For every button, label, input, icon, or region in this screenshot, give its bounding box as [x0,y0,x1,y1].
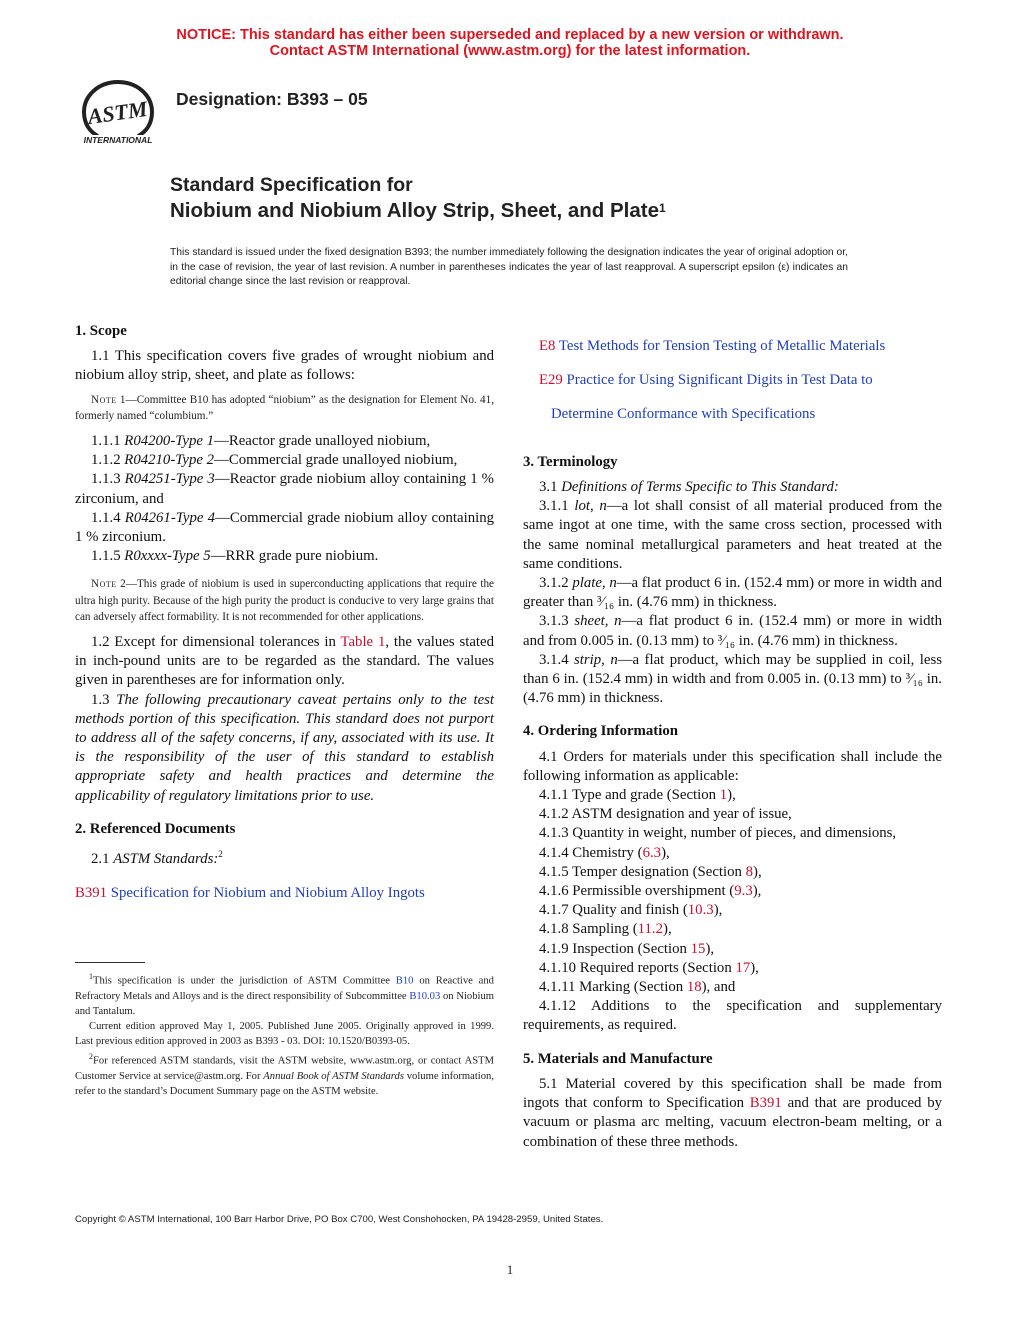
page-number: 1 [506,1262,514,1277]
b391-link[interactable]: B391 [749,1095,782,1112]
scope-heading: 1. Scope [75,323,127,339]
ordering-item: 4.1.5 Temper designation (Section 8), [539,863,762,880]
para-2-1: 2.1 ASTM Standards:$^2$ [91,849,223,867]
footnote-2: $^2$For referenced ASTM standards, visit the ASTM website, www.astm.org, or contact ASTM Customer Service at service@astm.org. For Annual Book of ASTM Standards volume information, refer to the standard’s Document Summary page on the ASTM website. [75,1052,494,1097]
footnotes [75,969,494,1099]
terminology-heading: 3. Terminology [523,453,618,470]
ordering-item: 4.1.12 Additions to the specification and supplementary requirements, as required. [523,998,942,1034]
note-1 [75,392,494,424]
ordering-item: 4.1.9 Inspection (Section 15), [539,940,715,957]
ordering-item: 4.1.8 Sampling (11.2), [539,921,672,938]
para-1-1: 1.1 This specification covers five grades of wrought niobium and niobium alloy strip, sheet, and plate as follows: [75,348,494,384]
note-2-text: 2—This grade of niobium is used in superconducting applications that require the ultra high purity. Because of the high purity the product is conducive to very large grains that can adversely affect formability. It is not recommended for other applications. [75,578,494,623]
para-3-1: 3.1 Definitions of Terms Specific to This Standard: [539,479,839,495]
grade-item: 1.1.5 R0xxxx-Type 5—RRR grade pure niobium. [91,548,379,565]
copyright: Copyright © ASTM International, 100 Barr Harbor Drive, PO Box C700, West Conshohocken, PA 19428-2959, United States. [75,1214,604,1225]
note-2-label: Note [91,578,117,591]
title-line-2: Niobium and Niobium Alloy Strip, Sheet, and Plate [170,199,660,222]
para-5-1: 5.1 Material covered by this specification shall be made from ingots that conform to Specification B391 and that are produced by vacuum or plasma arc melting, vacuum electron-beam melting, or a combination of these three methods. [523,1075,942,1150]
notice-line-1: NOTICE: This standard has either been superseded and replaced by a new version or withdrawn. [176,27,844,43]
para-1-2: 1.2 Except for dimensional tolerances in Table 1, the values stated in inch-pound units are to be regarded as the standard. The values given in parentheses are for information only. [75,634,495,689]
designation: Designation: B393 – 05 [176,89,368,109]
note-2 [75,576,494,625]
grade-item: 1.1.2 R04210-Type 2—Commercial grade unalloyed niobium, [91,452,458,469]
ordering-item: 4.1.4 Chemistry (6.3), [539,844,670,861]
b10-03-link[interactable]: B10.03 [409,990,441,1002]
ordering-heading: 4. Ordering Information [523,723,678,740]
definition: 3.1.4 strip, n—a flat product, which may be supplied in coil, less than 6 in. (152.4 mm) in width and from 0.005 in. (0.13 mm) to ³⁄₁₆ in. (4.76 mm) in thickness. [523,651,943,707]
preamble: This standard is issued under the fixed designation B393; the number immediately following the designation indicates the year of original adoption or, in the case of revision, the year of last revision. A number in parentheses indicates the year of last reapproval. A superscript epsilon (ε) indicates an editorial change since the last revision or reapproval. [170,247,848,287]
table-1-link[interactable]: Table 1 [340,634,386,651]
ref-e29-continued[interactable]: Determine Conformance with Specifications [551,405,816,422]
definition: 3.1.3 sheet, n—a flat product 6 in. (152.4 mm) or more in width and from 0.005 in. (0.13 mm) to ³⁄₁₆ in. (4.76 mm) in thickness. [523,613,943,649]
footnote-1-approval: Current edition approved May 1, 2005. Published June 2005. Originally approved in 1999. Last previous edition approved in 2003 as B393 - 03. DOI: 10.1520/B0393-05. [75,1020,494,1047]
title-footnote-mark: 1 [659,201,666,215]
materials-heading: 5. Materials and Manufacture [523,1050,713,1067]
note-1-label: Note [91,393,117,406]
b10-link[interactable]: B10 [395,975,414,987]
definition: 3.1.2 plate, n—a flat product 6 in. (152.4 mm) or more in width and greater than ³⁄₁₆ in. (4.76 mm) in thickness. [523,575,942,611]
referenced-documents-heading: 2. Referenced Documents [75,820,236,837]
ordering-item: 4.1.6 Permissible overshipment (9.3), [539,883,762,900]
ref-b391[interactable]: B391 Specification for Niobium and Niobium Alloy Ingots [75,885,425,901]
ordering-item: 4.1.10 Required reports (Section 17), [539,959,759,976]
para-4-1: 4.1 Orders for materials under this specification shall include the following information as applicable: [523,748,942,784]
grade-item: 1.1.3 R04251-Type 3—Reactor grade niobium alloy containing 1 % zirconium, and [75,471,494,507]
astm-logo [76,76,160,148]
title-line-1: Standard Specification for [170,174,413,196]
grade-item: 1.1.4 R04261-Type 4—Commercial grade niobium alloy containing 1 % zirconium. [75,509,494,546]
ordering-item: 4.1.2 ASTM designation and year of issue, [539,806,792,823]
ordering-item: 4.1.1 Type and grade (Section 1), [539,787,736,804]
notice-line-2: Contact ASTM International (www.astm.org) for the latest information. [269,43,751,59]
logo-text: ASTM [86,95,149,130]
document-title [170,173,666,223]
definition: 3.1.1 lot, n—a lot shall consist of all material produced from the same ingot at one time, with the same cross section, processed with the same nominal metallurgical parameters and heat treated at the same conditions. [523,498,943,572]
ordering-item: 4.1.11 Marking (Section 18), and [539,979,736,996]
ordering-item: 4.1.7 Quality and finish (10.3), [539,902,723,919]
logo-subtitle: INTERNATIONAL [83,135,153,145]
ref-e8[interactable]: E8 Test Methods for Tension Testing of Metallic Materials [539,337,886,354]
para-1-3: 1.3 The following precautionary caveat pertains only to the test methods portion of this specification. This standard does not purport to address all of the safety concerns, if any, associated with its use. It is the responsibility of the user of this standard to establish appropriate safety and health practices and determine the applicability of regulatory limitations prior to use. [75,691,495,804]
footnote-rule [75,962,145,963]
footnote-1: $^1$This specification is under the jurisdiction of ASTM Committee B10 on Reactive and Refractory Metals and Alloys and is the direct responsibility of Subcommittee B10.03 on Niobium and Tantalum. [75,972,495,1017]
right-column [523,322,942,1152]
withdrawn-notice [0,27,1020,59]
left-column [75,322,494,918]
note-1-text: 1—Committee B10 has adopted “niobium” as the designation for Element No. 41, formerly named “columbium.” [75,393,494,422]
grade-item: 1.1.1 R04200-Type 1—Reactor grade unalloyed niobium, [91,433,431,450]
ordering-item: 4.1.3 Quantity in weight, number of pieces, and dimensions, [539,825,897,842]
ref-e29[interactable]: E29 Practice for Using Significant Digits in Test Data to [539,371,873,388]
